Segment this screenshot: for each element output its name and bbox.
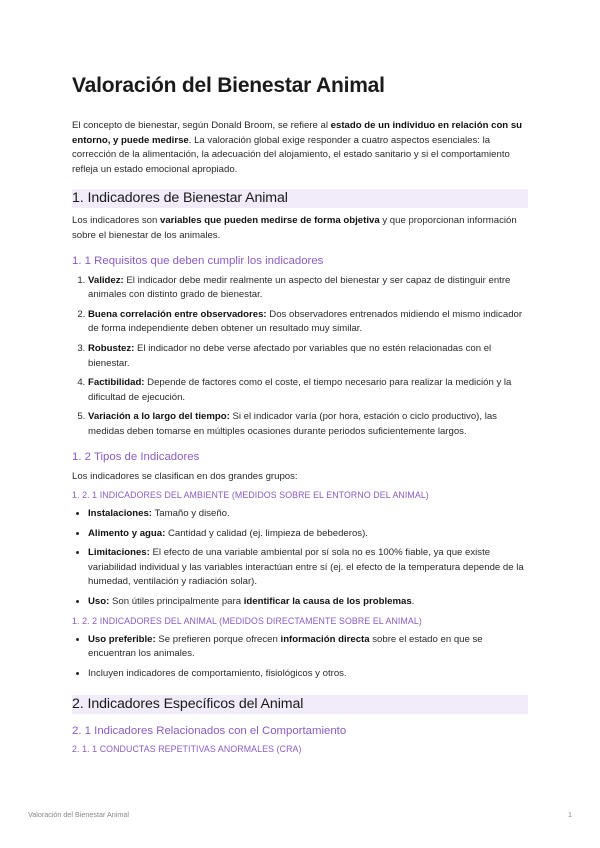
subsection-2-1-heading: 2. 1 Indicadores Relacionados con el Comportamiento xyxy=(72,725,347,738)
list-item: • Uso preferible: Se prefieren porque ofrecen información directa sobre el estado en que se encuentran los animales. xyxy=(88,633,528,662)
list-item: 1. Validez: El indicador debe medir realmente un aspecto del bienestar y ser capaz de distinguir entre animales con distinto grado de bienestar. xyxy=(88,274,528,303)
subsection-1-2-heading: 1. 2 Tipos de Indicadores xyxy=(72,450,200,463)
section-1-paragraph: Los indicadores son variables que pueden medirse de forma objetiva y que proporcionan información sobre el bienestar de los animales. xyxy=(72,215,517,241)
environment-indicators-list xyxy=(72,507,528,610)
list-item: • Alimento y agua: Cantidad y calidad (ej. limpieza de bebederos). xyxy=(88,527,528,542)
list-item: • Limitaciones: El efecto de una variable ambiental por sí sola no es 100% fiable, ya que existe variabilidad individual y las variables interactúan entre sí (ej. el efecto de la temperatura depende de la humedad, ventilación y radiación solar). xyxy=(88,546,528,590)
document-page xyxy=(72,74,528,761)
animal-indicators-list xyxy=(72,633,528,682)
subsection-1-2-2-heading: 1. 2. 2 INDICADORES DEL ANIMAL (MEDIDOS DIRECTAMENTE SOBRE EL ANIMAL) xyxy=(72,615,422,626)
list-item: • Uso: Son útiles principalmente para identificar la causa de los problemas. xyxy=(88,595,528,610)
subsection-2-1-1-heading: 2. 1. 1 CONDUCTAS REPETITIVAS ANORMALES (CRA) xyxy=(72,744,302,755)
list-item: 4. Factibilidad: Depende de factores como el coste, el tiempo necesario para realizar la medición y la dificultad de ejecución. xyxy=(88,376,528,405)
intro-paragraph: El concepto de bienestar, según Donald Broom, se refiere al estado de un individuo en relación con su entorno, y puede medirse. La valoración global exige responder a cuatro aspectos esenciales: la corrección de la alimentación, la adecuación del alojamiento, el estado sanitario y si el comportamiento refleja un estado emocional apropiado. xyxy=(72,120,523,175)
requirements-list xyxy=(72,274,528,440)
list-item: • Instalaciones: Tamaño y diseño. xyxy=(88,507,528,522)
subsection-1-1-heading: 1. 1 Requisitos que deben cumplir los indicadores xyxy=(72,254,324,267)
section-2-heading: 2. Indicadores Específicos del Animal xyxy=(72,695,528,714)
section-1-heading: 1. Indicadores de Bienestar Animal xyxy=(72,189,528,208)
page-number: 1 xyxy=(568,810,572,819)
list-item: 2. Buena correlación entre observadores: Dos observadores entrenados midiendo el mismo indicador de forma independiente deben obtener un resultado muy similar. xyxy=(88,308,528,337)
footer-title: Valoración del Bienestar Animal xyxy=(28,810,129,819)
list-item: 3. Robustez: El indicador no debe verse afectado por variables que no estén relacionadas con el bienestar. xyxy=(88,342,528,371)
document-title: Valoración del Bienestar Animal xyxy=(72,74,385,97)
list-item: • Incluyen indicadores de comportamiento, fisiológicos y otros. xyxy=(88,667,528,682)
subsection-1-2-paragraph: Los indicadores se clasifican en dos grandes grupos: xyxy=(72,470,298,482)
subsection-1-2-1-heading: 1. 2. 1 INDICADORES DEL AMBIENTE (MEDIDOS SOBRE EL ENTORNO DEL ANIMAL) xyxy=(72,490,429,501)
list-item: 5. Variación a lo largo del tiempo: Si el indicador varía (por hora, estación o ciclo productivo), las medidas deben tomarse en múltiples ocasiones durante periodos suficientemente largos. xyxy=(88,410,528,439)
